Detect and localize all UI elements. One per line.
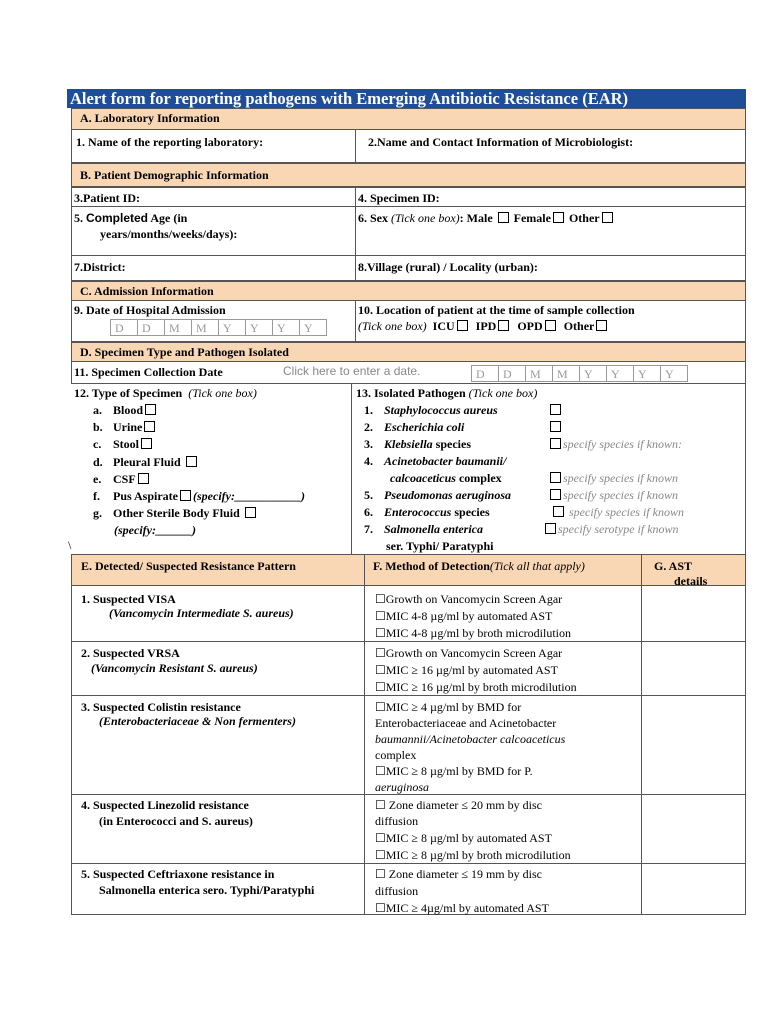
pathogen-option: 6. Enterococcus species bbox=[364, 505, 490, 519]
pleural-fluid-checkbox[interactable] bbox=[186, 456, 197, 467]
admission-date-label: 9. Date of Hospital Admission bbox=[74, 303, 226, 317]
specimen-type-label: 12. Type of Specimen (Tick one box) bbox=[74, 386, 257, 400]
table-row-sub: (Vancomycin Intermediate S. aureus) bbox=[109, 606, 294, 620]
section-d-header: D. Specimen Type and Pathogen Isolated bbox=[71, 342, 746, 362]
table-row-name: 4. Suspected Linezolid resistance bbox=[81, 798, 249, 812]
method-text: diffusion bbox=[375, 814, 419, 828]
table-row-sub: (Enterobacteriaceae & Non fermenters) bbox=[99, 714, 296, 728]
location-label: 10. Location of patient at the time of sample collection bbox=[358, 303, 635, 317]
method-option[interactable]: ☐MIC ≥ 16 µg/ml by automated AST bbox=[375, 663, 558, 677]
other-fluid-specify: (specify:______) bbox=[114, 523, 196, 537]
method-option[interactable]: ☐Growth on Vancomycin Screen Agar bbox=[375, 592, 563, 606]
age-label: 5. Completed Age (in bbox=[74, 211, 188, 225]
method-option[interactable]: ☐ Zone diameter ≤ 19 mm by disc bbox=[375, 867, 542, 881]
method-option[interactable]: ☐MIC ≥ 8 µg/ml by broth microdilution bbox=[375, 848, 571, 862]
table-row-name: 1. Suspected VISA bbox=[81, 592, 176, 606]
section-c-header: C. Admission Information bbox=[71, 281, 746, 301]
table-row-name: 5. Suspected Ceftriaxone resistance in bbox=[81, 867, 275, 881]
method-option[interactable]: ☐MIC ≥ 8 µg/ml by automated AST bbox=[375, 831, 552, 845]
pathogen-option: 2. Escherichia coli bbox=[364, 420, 465, 434]
table-row-sub: (Vancomycin Resistant S. aureus) bbox=[91, 661, 258, 675]
ipd-checkbox[interactable] bbox=[498, 320, 509, 331]
csf-checkbox[interactable] bbox=[138, 473, 149, 484]
method-text: complex bbox=[375, 748, 417, 762]
column-e-label: E. Detected/ Suspected Resistance Pattern bbox=[81, 559, 296, 573]
ecoli-checkbox[interactable] bbox=[548, 419, 563, 435]
method-option[interactable]: ☐MIC ≥ 8 µg/ml by BMD for P. bbox=[375, 764, 533, 778]
salmonella-serotype: ser. Typhi/ Paratyphi bbox=[386, 539, 494, 553]
pathogen-option: 7. Salmonella enterica bbox=[364, 522, 483, 536]
enterococcus-checkbox[interactable]: specify species if known bbox=[551, 504, 684, 520]
location-options: (Tick one box) ICU IPD OPD Other bbox=[358, 318, 609, 334]
specimen-option: e. CSF bbox=[93, 471, 151, 487]
row-divider bbox=[71, 641, 746, 642]
village-label: 8.Village (rural) / Locality (urban): bbox=[358, 260, 538, 274]
method-text: aeruginosa bbox=[375, 780, 429, 794]
method-text: Enterobacteriaceae and Acinetobacter bbox=[375, 716, 557, 730]
method-option[interactable]: ☐MIC 4-8 µg/ml by broth microdilution bbox=[375, 626, 571, 640]
pathogen-option: 5. Pseudomonas aeruginosa bbox=[364, 488, 512, 502]
column-f-label: F. Method of Detection(Tick all that apply) bbox=[373, 559, 585, 573]
table-row-sub: Salmonella enterica sero. Typhi/Paratyphi bbox=[99, 883, 315, 897]
female-checkbox[interactable] bbox=[553, 212, 564, 223]
row-divider bbox=[71, 695, 746, 696]
lab-name-label: 1. Name of the reporting laboratory: bbox=[76, 135, 264, 149]
form-title: Alert form for reporting pathogens with Emerging Antibiotic Resistance (EAR) bbox=[67, 89, 746, 108]
other-fluid-checkbox[interactable] bbox=[245, 507, 256, 518]
specimen-option: a. Blood bbox=[93, 402, 158, 418]
method-text: baumannii/Acinetobacter calcoaceticus bbox=[375, 732, 566, 746]
microbiologist-label: 2.Name and Contact Information of Microbiologist: bbox=[368, 135, 634, 149]
pseudomonas-checkbox[interactable]: specify species if known bbox=[548, 487, 678, 503]
pus-aspirate-checkbox[interactable] bbox=[180, 490, 191, 501]
blood-checkbox[interactable] bbox=[145, 404, 156, 415]
method-option[interactable]: ☐MIC ≥ 4µg/ml by automated AST bbox=[375, 901, 549, 915]
column-g-label: G. AST bbox=[654, 559, 693, 573]
salmonella-checkbox[interactable]: specify serotype if known bbox=[543, 521, 679, 537]
age-units-label: years/months/weeks/days): bbox=[100, 227, 238, 241]
section-b-header: B. Patient Demographic Information bbox=[71, 163, 746, 187]
pathogen-option: 3. Klebsiella species bbox=[364, 437, 471, 451]
table-row-name: 3. Suspected Colistin resistance bbox=[81, 700, 241, 714]
specimen-option: b. Urine bbox=[93, 419, 157, 435]
stool-checkbox[interactable] bbox=[141, 438, 152, 449]
table-row-sub: (in Enterococci and S. aureus) bbox=[99, 814, 253, 828]
section-a-header: A. Laboratory Information bbox=[71, 108, 746, 130]
divider bbox=[745, 383, 746, 554]
specimen-id-label: 4. Specimen ID: bbox=[358, 191, 440, 205]
collection-date-label: 11. Specimen Collection Date bbox=[74, 365, 223, 379]
specimen-option: g. Other Sterile Body Fluid bbox=[93, 505, 258, 521]
divider bbox=[71, 383, 746, 384]
pathogen-option: 4. Acinetobacter baumanii/ bbox=[364, 454, 507, 468]
admission-date-input[interactable]: D D M M Y Y Y Y bbox=[110, 319, 326, 336]
pathogen-option: calcoaceticus complex bbox=[390, 471, 502, 485]
other-sex-checkbox[interactable] bbox=[602, 212, 613, 223]
method-option[interactable]: ☐MIC ≥ 16 µg/ml by broth microdilution bbox=[375, 680, 577, 694]
district-label: 7.District: bbox=[74, 260, 126, 274]
urine-checkbox[interactable] bbox=[144, 421, 155, 432]
sex-label: 6. Sex (Tick one box): Male Female Other bbox=[358, 210, 615, 226]
staph-checkbox[interactable] bbox=[548, 402, 563, 418]
method-option[interactable]: ☐ Zone diameter ≤ 20 mm by disc bbox=[375, 798, 542, 812]
icu-checkbox[interactable] bbox=[457, 320, 468, 331]
collection-date-input[interactable]: D D M M Y Y Y Y bbox=[471, 365, 687, 382]
stray-mark: \ bbox=[68, 538, 72, 552]
acinetobacter-checkbox[interactable]: specify species if known bbox=[548, 470, 678, 486]
row-divider bbox=[71, 863, 746, 864]
method-option[interactable]: ☐MIC ≥ 4 µg/ml by BMD for bbox=[375, 700, 522, 714]
method-text: diffusion bbox=[375, 884, 419, 898]
isolated-pathogen-label: 13. Isolated Pathogen (Tick one box) bbox=[356, 386, 538, 400]
patient-id-label: 3.Patient ID: bbox=[74, 191, 140, 205]
klebsiella-checkbox[interactable]: specify species if known: bbox=[548, 436, 682, 452]
specimen-option: c. Stool bbox=[93, 436, 154, 452]
method-option[interactable]: ☐MIC 4-8 µg/ml by automated AST bbox=[375, 609, 553, 623]
specimen-option: d. Pleural Fluid bbox=[93, 454, 199, 470]
collection-date-picker[interactable]: Click here to enter a date. bbox=[283, 364, 421, 378]
specimen-option: f. Pus Aspirate (specify:___________) bbox=[93, 489, 305, 503]
ast-details-field[interactable] bbox=[641, 585, 746, 915]
pathogen-option: 1. Staphylococcus aureus bbox=[364, 403, 498, 417]
column-g-label-2: details bbox=[674, 574, 708, 588]
opd-checkbox[interactable] bbox=[545, 320, 556, 331]
method-option[interactable]: ☐Growth on Vancomycin Screen Agar bbox=[375, 646, 563, 660]
table-row-name: 2. Suspected VRSA bbox=[81, 646, 180, 660]
divider bbox=[351, 383, 352, 554]
male-checkbox[interactable] bbox=[498, 212, 509, 223]
other-location-checkbox[interactable] bbox=[596, 320, 607, 331]
